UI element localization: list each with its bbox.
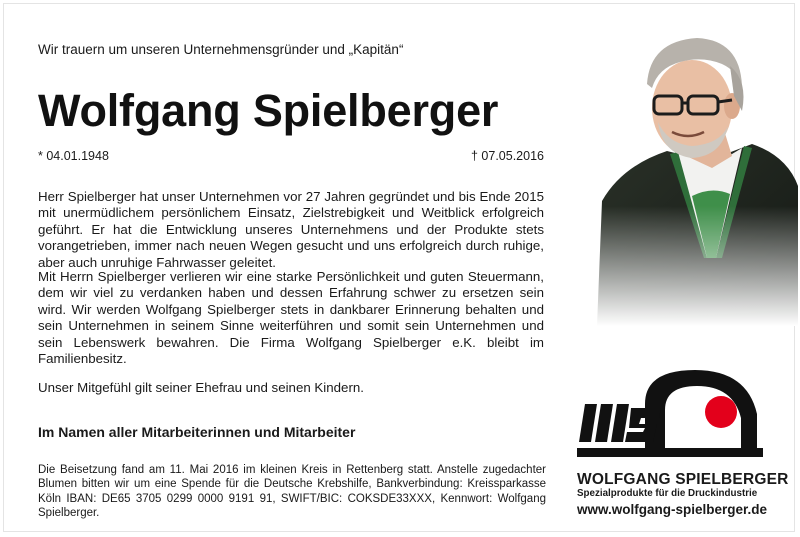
- portrait-photo: [592, 26, 798, 326]
- paragraph-history: Herr Spielberger hat unser Unternehmen vor 27 Jahren gegründet und bis Ende 2015 mit unermüdlichem persönlichem Einsatz, Zielstrebigkeit und Weitblick erfolgreich geführt. Er hat die Entwicklung unseres Unternehmens und der Produkte stets vorangetrieben, immer nach neuen Wegen gesucht und uns erfolgreich durch ruhige, aber auch unruhige Fahrwasser geleitet.: [38, 189, 544, 270]
- company-name: WOLFGANG SPIELBERGER: [577, 471, 789, 488]
- intro-line: Wir trauern um unseren Unternehmensgründer und „Kapitän“: [38, 42, 404, 57]
- company-website-link[interactable]: www.wolfgang-spielberger.de: [577, 502, 768, 517]
- life-dates: [38, 149, 544, 163]
- company-logo: [575, 364, 765, 464]
- deceased-name: Wolfgang Spielberger: [38, 85, 499, 136]
- birth-date: * 04.01.1948: [38, 149, 109, 163]
- closing-signature: Im Namen aller Mitarbeiterinnen und Mitarbeiter: [38, 424, 356, 440]
- paragraph-condolence: Unser Mitgefühl gilt seiner Ehefrau und seinen Kindern.: [38, 380, 364, 395]
- paragraph-legacy: Mit Herrn Spielberger verlieren wir eine starke Persönlichkeit und guten Steuermann, dem wir viel zu verdanken haben und dessen Erfahrung schwer zu ersetzen sein wird. Wir werden Wolfgang Spielberger stets in dankbarer Erinnerung behalten und sein Unternehmen in seinem Sinne weiterführen und somit sein Unternehmen und sein Lebenswerk bewahren. Die Firma Wolfgang Spielberger e.K. bleibt im Familienbesitz.: [38, 269, 544, 367]
- company-tagline: Spezialprodukte für die Druckindustrie: [577, 488, 758, 499]
- funeral-note: Die Beisetzung fand am 11. Mai 2016 im kleinen Kreis in Rettenberg statt. Anstelle zugedachter Blumen bitten wir um eine Spende für die Deutsche Krebshilfe, Bankverbindung: Kreissparkasse Köln IBAN: DE65 3705 0299 0000 9191 91, SWIFT/BIC: COKSDE33XXX, Kennwort: Wolfgang Spielberger.: [38, 464, 546, 519]
- death-date: † 07.05.2016: [471, 149, 544, 163]
